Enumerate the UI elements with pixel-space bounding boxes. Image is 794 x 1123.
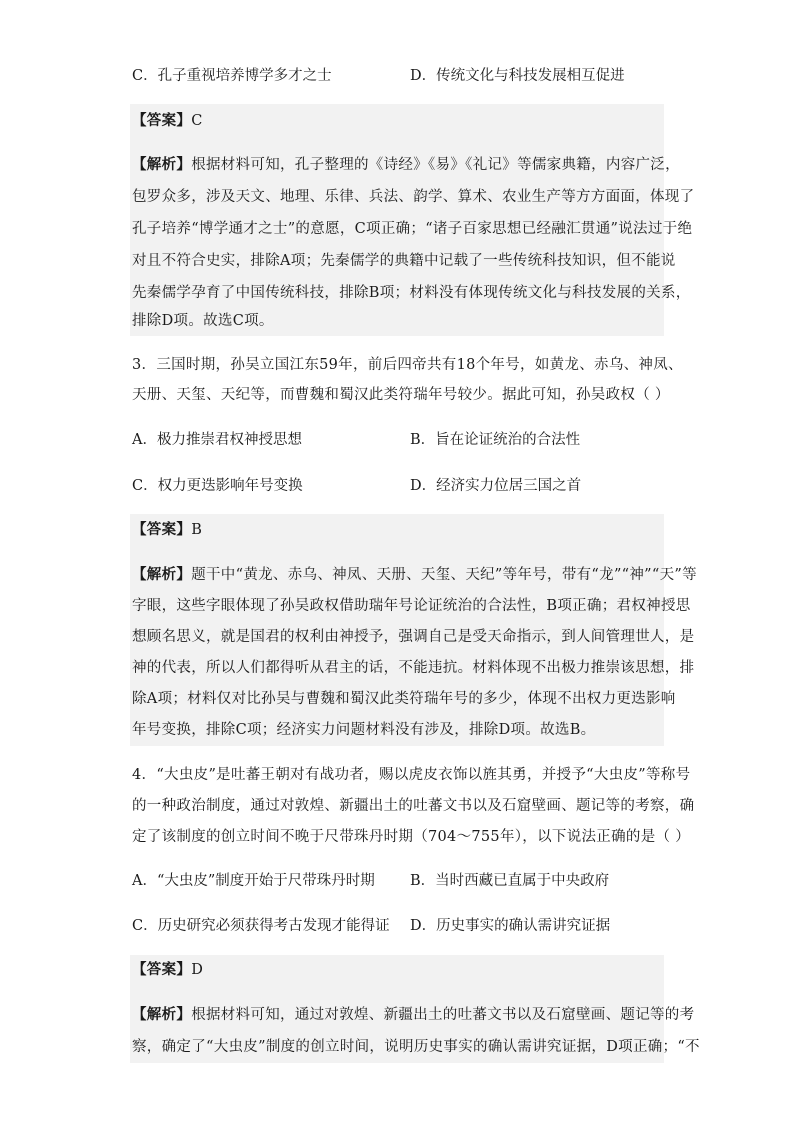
answer-value: C (191, 113, 203, 129)
q3-option-d: D．经济实力位居三国之首 (410, 478, 582, 494)
q4-option-d: D．历史事实的确认需讲究证据 (410, 918, 611, 934)
q4-analysis-line-2: 察，确定了“大虫皮”制度的创立时间，说明历史事实的确认需讲究证据，D项正确；“不 (132, 1039, 700, 1055)
q3-option-a: A．极力推崇君权神授思想 (132, 432, 302, 448)
analysis-tag: 【解析】 (132, 1006, 192, 1023)
q2-analysis-line-1 (132, 153, 680, 177)
q3-analysis-line-1 (132, 563, 697, 587)
answer-tag: 【答案】 (132, 112, 192, 129)
q3-analysis-line-6: 年号变换，排除C项；经济实力问题材料没有涉及，排除D项。故选B。 (132, 722, 596, 738)
q2-analysis-line-6: 排除D项。故选C项。 (132, 313, 274, 329)
q3-analysis-line-4: 神的代表，所以人们都得听从君主的话，不能违抗。材料体现不出极力推崇该思想，排 (132, 660, 695, 676)
q4-stem-line-2: 的一种政治制度，通过对敦煌、新疆出土的吐蕃文书以及石窟壁画、题记等的考察，确 (132, 798, 695, 814)
answer-value: D (191, 962, 204, 978)
analysis-tag: 【解析】 (132, 156, 192, 173)
q2-analysis-line-2: 包罗众多，涉及天文、地理、乐律、兵法、韵学、算术、农业生产等方方面面，体现了 (132, 189, 695, 205)
q3-stem-line-1: 3．三国时期，孙吴立国江东59年，前后四帝共有18个年号，如黄龙、赤乌、神凤、 (132, 357, 683, 373)
answer-tag: 【答案】 (132, 521, 192, 538)
analysis-text: 根据材料可知，孔子整理的《诗经》《易》《礼记》等儒家典籍，内容广泛， (191, 157, 680, 173)
q3-option-c: C．权力更迭影响年号变换 (132, 478, 303, 494)
q3-analysis-line-3: 想顾名思义，就是国君的权利由神授予，强调自己是受天命指示，到人间管理世人，是 (132, 629, 695, 645)
q4-stem-line-1: 4．“大虫皮”是吐蕃王朝对有战功者，赐以虎皮衣饰以旌其勇，并授予“大虫皮”等称号 (132, 767, 691, 783)
q3-option-b: B．旨在论证统治的合法性 (410, 432, 581, 448)
analysis-tag: 【解析】 (132, 566, 192, 583)
answer-value: B (191, 522, 203, 538)
q2-option-c: C．孔子重视培养博学多才之士 (132, 68, 332, 84)
q4-option-b: B．当时西藏已直属于中央政府 (410, 873, 610, 889)
q4-option-c: C．历史研究必须获得考古发现才能得证 (132, 918, 390, 934)
q3-analysis-line-2: 字眼，这些字眼体现了孙吴政权借助瑞年号论证统治的合法性，B项正确；君权神授思 (132, 598, 691, 614)
q2-analysis-line-3: 孔子培养“博学通才之士”的意愿，C项正确；“诸子百家思想已经融汇贯通”说法过于绝 (132, 221, 693, 237)
q3-answer (132, 518, 662, 542)
analysis-text: 题干中“黄龙、赤乌、神凤、天册、天玺、天纪”等年号，带有“龙”“神”“天”等 (191, 567, 697, 583)
q2-option-d: D．传统文化与科技发展相互促进 (410, 68, 625, 84)
q4-option-a: A．“大虫皮”制度开始于尺带珠丹时期 (132, 873, 375, 889)
q3-analysis-line-5: 除A项；材料仅对比孙吴与曹魏和蜀汉此类符瑞年号的多少，体现不出权力更迭影响 (132, 691, 676, 707)
q2-analysis-line-4: 对且不符合史实，排除A项；先秦儒学的典籍中记载了一些传统科技知识，但不能说 (132, 253, 676, 269)
q2-answer (132, 109, 662, 133)
analysis-text: 根据材料可知，通过对敦煌、新疆出土的吐蕃文书以及石窟壁画、题记等的考 (191, 1007, 695, 1023)
q4-answer (132, 958, 662, 982)
q3-stem-line-2: 天册、天玺、天纪等，而曹魏和蜀汉此类符瑞年号较少。据此可知，孙吴政权（ ） (132, 387, 670, 403)
q4-stem-line-3: 定了该制度的创立时间不晚于尺带珠丹时期（704～755年），以下说法正确的是（ ） (132, 829, 691, 845)
answer-tag: 【答案】 (132, 961, 192, 978)
q2-analysis-line-5: 先秦儒学孕育了中国传统科技，排除B项；材料没有体现传统文化与科技发展的关系， (132, 285, 691, 301)
q4-analysis-line-1 (132, 1003, 695, 1027)
